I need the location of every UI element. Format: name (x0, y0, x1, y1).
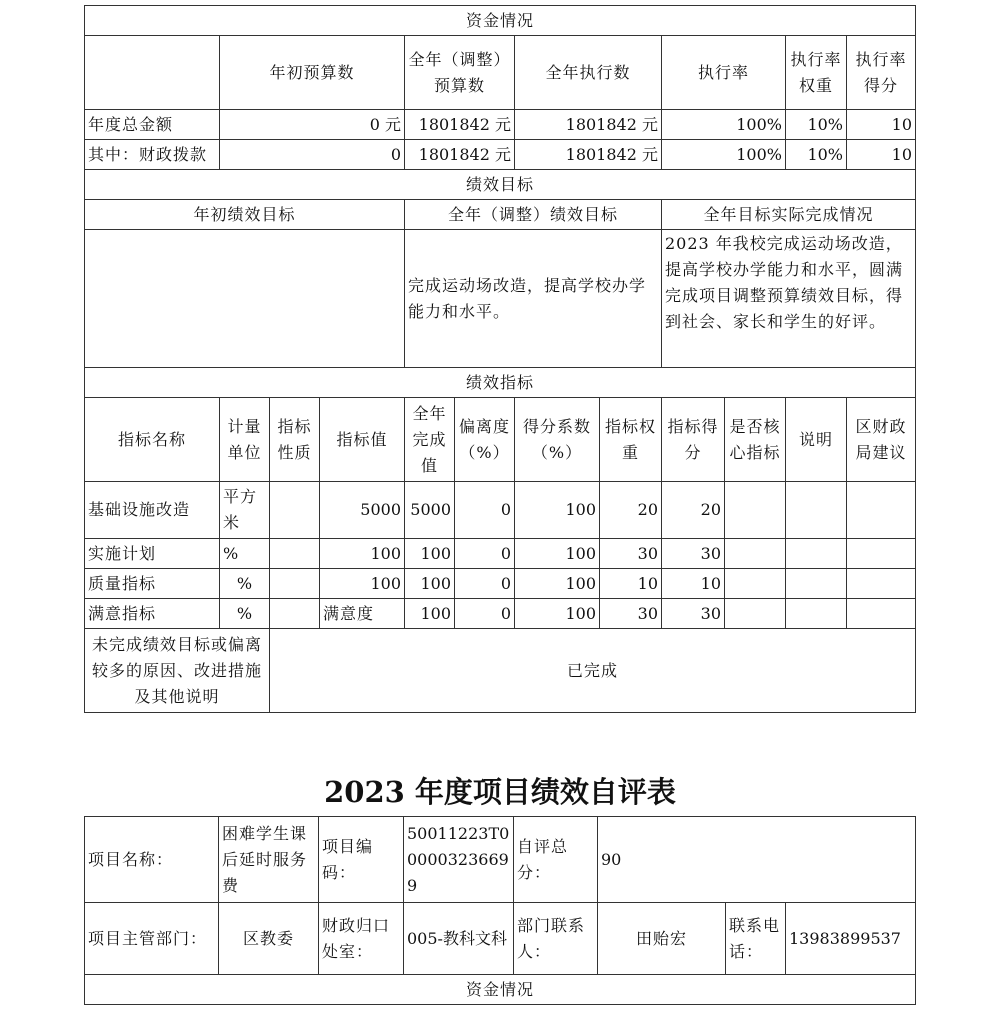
ind-deviation: 0 (455, 482, 515, 539)
table-row (85, 482, 916, 539)
cell-executed: 1801842 元 (515, 110, 662, 140)
table-row (85, 569, 916, 599)
self-score-label: 自评总分： (514, 817, 598, 903)
ind-core (725, 569, 786, 599)
goal-header-adjusted: 全年（调整）绩效目标 (405, 200, 662, 230)
ind-header-nature: 指标性质 (270, 398, 320, 482)
ind-done: 100 (405, 569, 455, 599)
ind-target: 100 (320, 539, 405, 569)
ind-header-unit: 计量单位 (220, 398, 270, 482)
cell-adjusted-budget: 1801842 元 (405, 140, 515, 170)
dept-label: 项目主管部门： (85, 903, 219, 975)
ind-unit: % (220, 599, 270, 629)
ind-unit: % (220, 539, 270, 569)
row-label-total: 年度总金额 (85, 110, 220, 140)
goal-header-initial: 年初绩效目标 (85, 200, 405, 230)
project-code-label: 项目编码： (319, 817, 404, 903)
ind-header-note: 说明 (786, 398, 847, 482)
ind-header-score: 指标得分 (662, 398, 725, 482)
cell-execution-rate: 100% (662, 140, 786, 170)
ind-target: 100 (320, 569, 405, 599)
cell-rate-weight: 10% (786, 110, 847, 140)
cell-executed: 1801842 元 (515, 140, 662, 170)
ind-score: 20 (662, 482, 725, 539)
phone-value: 13983899537 (786, 903, 916, 975)
ind-done: 100 (405, 599, 455, 629)
cell-rate-weight: 10% (786, 140, 847, 170)
ind-note (786, 482, 847, 539)
row-label-fiscal: 其中：财政拨款 (85, 140, 220, 170)
project-info-table (84, 816, 916, 1005)
ind-score: 30 (662, 539, 725, 569)
ind-coefficient: 100 (515, 539, 600, 569)
ind-weight: 30 (600, 599, 662, 629)
cell-initial-budget: 0 元 (220, 110, 405, 140)
funds-performance-table (84, 5, 916, 713)
ind-name: 基础设施改造 (85, 482, 220, 539)
ind-note (786, 539, 847, 569)
goal-header-actual: 全年目标实际完成情况 (662, 200, 916, 230)
project-name-label: 项目名称： (85, 817, 219, 903)
funds-header-blank (85, 36, 220, 110)
ind-name: 满意指标 (85, 599, 220, 629)
ind-score: 30 (662, 599, 725, 629)
cell-rate-score: 10 (847, 140, 916, 170)
goal-actual-text: 2023 年我校完成运动场改造，提高学校办学能力和水平，圆满完成项目调整预算绩效目标，得到社会、家长和学生的好评。 (662, 230, 916, 368)
ind-deviation: 0 (455, 569, 515, 599)
ind-name: 质量指标 (85, 569, 220, 599)
ind-coefficient: 100 (515, 569, 600, 599)
ind-done: 100 (405, 539, 455, 569)
contact-value: 田贻宏 (598, 903, 726, 975)
ind-target: 满意度 (320, 599, 405, 629)
ind-header-core: 是否核心指标 (725, 398, 786, 482)
cell-adjusted-budget: 1801842 元 (405, 110, 515, 140)
contact-label: 部门联系人： (514, 903, 598, 975)
ind-coefficient: 100 (515, 482, 600, 539)
ind-unit: 平方米 (220, 482, 270, 539)
indicators-section-title: 绩效指标 (85, 368, 916, 398)
ind-header-target: 指标值 (320, 398, 405, 482)
ind-advice (847, 569, 916, 599)
ind-target: 5000 (320, 482, 405, 539)
col-header-adjusted-budget: 全年（调整）预算数 (405, 36, 515, 110)
table-row (85, 110, 916, 140)
ind-score: 10 (662, 569, 725, 599)
ind-nature (270, 569, 320, 599)
ind-coefficient: 100 (515, 599, 600, 629)
funds-section-title-2: 资金情况 (85, 975, 916, 1005)
ind-core (725, 599, 786, 629)
ind-core (725, 482, 786, 539)
cell-initial-budget: 0 (220, 140, 405, 170)
ind-header-weight: 指标权重 (600, 398, 662, 482)
ind-header-deviation: 偏离度（%） (455, 398, 515, 482)
goal-adjusted-text: 完成运动场改造，提高学校办学能力和水平。 (405, 230, 662, 368)
col-header-executed: 全年执行数 (515, 36, 662, 110)
ind-unit: % (220, 569, 270, 599)
ind-nature (270, 482, 320, 539)
project-code-value: 50011223T000003236699 (404, 817, 514, 903)
ind-nature (270, 599, 320, 629)
ind-weight: 20 (600, 482, 662, 539)
reason-label: 未完成绩效目标或偏离较多的原因、改进措施及其他说明 (85, 629, 270, 713)
table-row (85, 140, 916, 170)
col-header-execution-rate: 执行率 (662, 36, 786, 110)
finance-office-value: 005-教科文科 (404, 903, 514, 975)
ind-header-name: 指标名称 (85, 398, 220, 482)
ind-weight: 30 (600, 539, 662, 569)
table-row (85, 599, 916, 629)
ind-note (786, 569, 847, 599)
ind-core (725, 539, 786, 569)
project-name-value: 困难学生课后延时服务费 (219, 817, 319, 903)
ind-header-coefficient: 得分系数（%） (515, 398, 600, 482)
ind-advice (847, 482, 916, 539)
ind-header-done: 全年完成值 (405, 398, 455, 482)
table-row (85, 539, 916, 569)
col-header-rate-weight: 执行率权重 (786, 36, 847, 110)
ind-name: 实施计划 (85, 539, 220, 569)
reason-value: 已完成 (270, 629, 916, 713)
finance-office-label: 财政归口处室： (319, 903, 404, 975)
ind-header-advice: 区财政局建议 (847, 398, 916, 482)
self-score-value: 90 (598, 817, 916, 903)
cell-execution-rate: 100% (662, 110, 786, 140)
goal-initial-text (85, 230, 405, 368)
ind-note (786, 599, 847, 629)
goals-section-title: 绩效目标 (85, 170, 916, 200)
col-header-initial-budget: 年初预算数 (220, 36, 405, 110)
funds-section-title: 资金情况 (85, 6, 916, 36)
ind-deviation: 0 (455, 599, 515, 629)
ind-nature (270, 539, 320, 569)
dept-value: 区教委 (219, 903, 319, 975)
cell-rate-score: 10 (847, 110, 916, 140)
page-title: 2023 年度项目绩效自评表 (324, 775, 676, 809)
phone-label: 联系电话： (726, 903, 786, 975)
ind-advice (847, 599, 916, 629)
ind-deviation: 0 (455, 539, 515, 569)
ind-advice (847, 539, 916, 569)
ind-weight: 10 (600, 569, 662, 599)
col-header-rate-score: 执行率得分 (847, 36, 916, 110)
ind-done: 5000 (405, 482, 455, 539)
